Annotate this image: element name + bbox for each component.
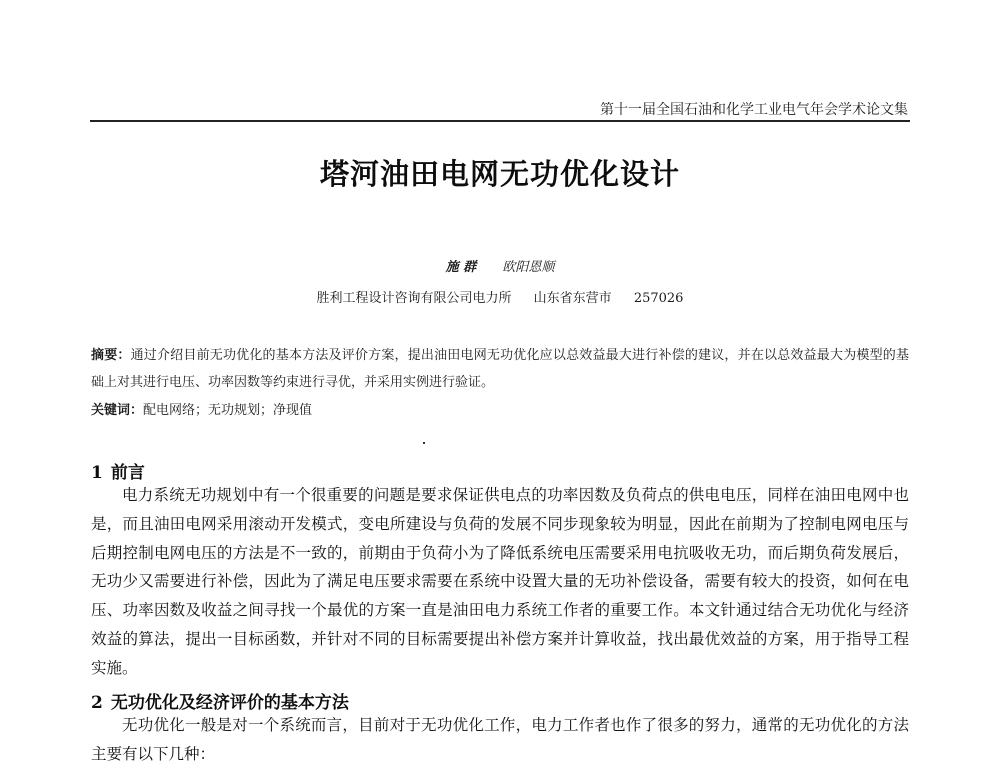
affiliation-postcode: 257026 <box>633 291 684 306</box>
section-heading-2 <box>91 688 349 713</box>
affiliation-org: 胜利工程设计咨询有限公司电力所 <box>316 291 512 306</box>
section-title-2: 无功优化及经济评价的基本方法 <box>110 693 349 713</box>
section-heading-1 <box>91 458 145 483</box>
section-paragraph-1: 电力系统无功规划中有一个很重要的问题是要求保证供电点的功率因数及负荷点的供电电压，同样在油田电网中也是，而且油田电网采用滚动开发模式，变电所建设与负荷的发展不同步现象较为明显，因此在前期为了控制电网电压与后期控制电网电压的方法是不一致的，前期由于负荷小为了降低系统电压需要采用电抗吸收无功，而后期负荷发展后，无功少又需要进行补偿，因此为了满足电压要求需要在系统中设置大量的无功补偿设备，需要有较大的投资，如何在电压、功率因数及收益之间寻找一个最优的方案一直是油田电力系统工作者的重要工作。本文针通过结合无功优化与经济效益的算法，提出一目标函数，并针对不同的目标需要提出补偿方案并计算收益，找出最优效益的方案，用于指导工程实施。 <box>91 486 909 677</box>
keywords-text: 配电网络；无功规划；净现值 <box>143 403 313 418</box>
author-line <box>0 256 1000 275</box>
author-2: 欧阳恩顺 <box>502 260 555 275</box>
section-number-1: 1 <box>91 463 103 483</box>
scan-speck <box>423 442 425 444</box>
paper-title: 塔河油田电网无功优化设计 <box>319 157 680 191</box>
keywords <box>91 399 312 418</box>
abstract-text: 通过介绍目前无功优化的基本方法及评价方案，提出油田电网无功优化应以总效益最大进行补偿的建议，并在以总效益最大为模型的基础上对其进行电压、功率因数等约束进行寻优，并采用实例进行验证。 <box>91 348 909 390</box>
header-rule <box>90 120 910 122</box>
affiliation-line <box>0 287 1000 306</box>
affiliation-location: 山东省东营市 <box>533 291 612 306</box>
abstract <box>91 342 909 396</box>
section-paragraph-2: 无功优化一般是对一个系统而言，目前对于无功优化工作，电力工作者也作了很多的努力，通常的无功优化的方法主要有以下几种： <box>91 716 909 763</box>
section-title-1: 前言 <box>110 463 145 483</box>
keywords-label: 关键词： <box>91 403 144 418</box>
author-1: 施 群 <box>445 260 477 275</box>
abstract-label: 摘要： <box>91 348 131 363</box>
running-header: 第十一届全国石油和化学工业电气年会学术论文集 <box>600 102 908 118</box>
section-number-2: 2 <box>91 693 103 713</box>
